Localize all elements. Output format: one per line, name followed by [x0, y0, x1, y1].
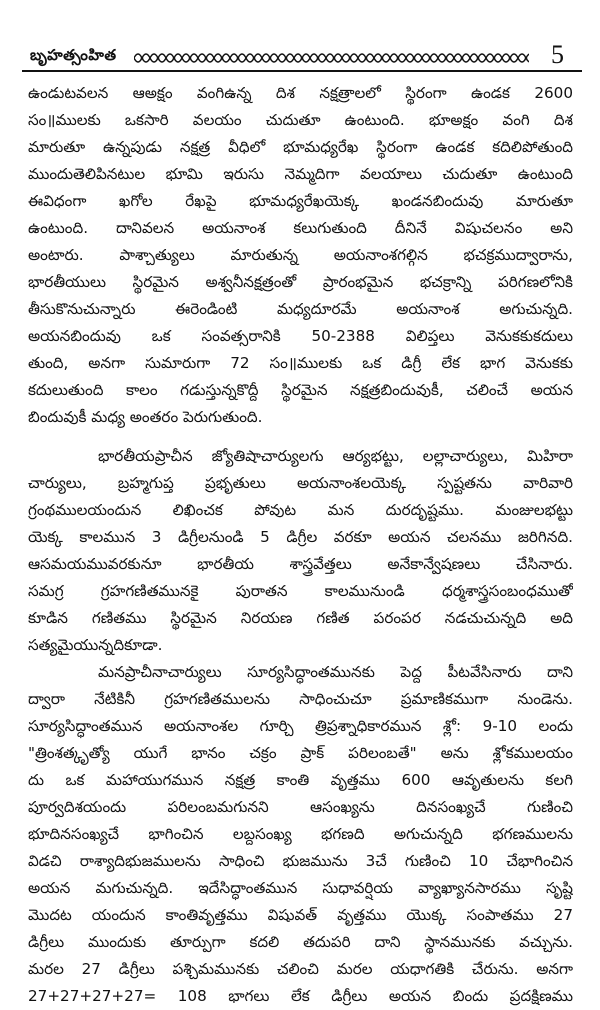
- text-line: అయన మగుచున్నది. ఇదేసిద్ధాంతమున సుధావర్షియ వ్యాఖ్యానసారము సృష్టి: [28, 879, 573, 897]
- text-line: గ్రంథములయందున లిఖించక పోవుట మన దురదృష్టము. మంజులభట్టు: [28, 501, 573, 519]
- text-line: మనప్రాచీనాచార్యులు సూర్యసిద్ధాంతమునకు పెద్ద పీటవేసినారు దాని: [98, 663, 573, 681]
- paragraph-2: [28, 443, 573, 659]
- text-line: మారుతూ ఉన్నపుడు నక్షత్ర వీధిలో భూమధ్యరేఖ స్థిరంగా ఉండక కదిలిపోతుంది: [28, 138, 573, 156]
- text-line: ఆసమయమువరకునూ భారతీయ శాస్త్రవేత్తలు అనేకాన్వేషణలు చేసినారు.: [28, 555, 573, 573]
- text-line: అంటారు. పాశ్చాత్యులు మారుతున్న అయనాంశగల్గిన భచక్రముద్వారాను,: [28, 246, 573, 264]
- text-line: పూర్వదిశయందు పరిలంబమగునని ఆసంఖ్యను దినసంఖ్యచే గుణించి: [28, 798, 573, 816]
- header-rule: [22, 70, 582, 72]
- decorative-border-ornament: [134, 50, 529, 66]
- text-line: ఉండుటవలన ఆఅక్షం వంగిఉన్న దిశ నక్షత్రాలలో స్థిరంగా ఉండక 2600: [28, 84, 573, 102]
- text-line: అయనబిందువు ఒక సంవత్సరానికి 50-2388 విలిప్తలు వెనుకకుకదులు: [28, 327, 573, 345]
- text-line: భారతీయప్రాచీన జ్యోతిషాచార్యులగు ఆర్యభట్టు, లల్లాచార్యులు, మిహిరా: [98, 447, 573, 465]
- text-line: మొదట యందున కాంతివృత్తము విషువత్ వృత్తము యొక్క సంపాతము 27: [28, 906, 573, 924]
- text-line: సూర్యసిద్ధాంతమున అయనాంశల గూర్చి త్రిప్రశ్నాధికారమున శ్లో: 9-10 లందు: [28, 717, 573, 735]
- text-line: భూదినసంఖ్యచే భాగించిన లబ్దసంఖ్య భగణది అగుచున్నది భగణములను: [28, 825, 573, 843]
- text-line: ముందుతెలిపినటుల భూమి ఇరుసు నెమ్మదిగా వలయాలు చుదుతూ ఉంటుంది: [28, 165, 573, 183]
- text-line: 27+27+27+27= 108 భాగలు లేక డిగ్రీలు అయన బిందు ప్రదక్షిణము: [28, 987, 573, 1005]
- text-line: డిగ్రీలు ముందుకు తూర్పుగా కదలి తదుపరి దాని స్థానమునకు వచ్చును.: [28, 933, 573, 951]
- page-header: [22, 40, 582, 74]
- text-line: కూడిన గణితము స్థిరమైన నిరయణ గణిత పరంపర నడచుచున్నది అది: [28, 609, 573, 627]
- running-title: బృహత్సంహిత: [30, 46, 117, 64]
- text-line: తుంది, అనగా సుమారుగా 72 సం॥ములకు ఒక డిగ్రీ లేక భాగ వెనుకకు: [28, 354, 573, 372]
- text-line: తీసుకొనుచున్నారు ఈరెండింటి మధ్యదూరమే అయనాంశ అగుచున్నది.: [28, 300, 573, 318]
- body-text: [28, 80, 573, 1010]
- text-line: విడచి రాశ్యాదిభుజములను సాధించి భుజమును 3చే గుణించి 10 చేభాగించిన: [28, 852, 573, 870]
- text-line: బిందువుకీ మధ్య అంతరం పెరుగుతుంది.: [28, 408, 263, 426]
- text-line: ఈవిధంగా ఖగోల రేఖపై భూమధ్యరేఖయెక్క ఖండనబిందువు మారుతూ: [28, 192, 573, 210]
- text-line: మరల 27 డిగ్రీలు పశ్చిమమునకు చలించి మరల యధాగతికి చేరును. అనగా: [28, 960, 573, 978]
- text-line: చార్యులు, బ్రహ్మగుప్త ప్రభృతులు అయనాంశలయెక్క స్పష్టతను వారివారి: [28, 474, 573, 492]
- text-line: ఉంటుంది. దానివలన అయనాంశ కలుగుతుంది దీనినే విషుచలనం అని: [28, 219, 573, 237]
- page-number: 5: [551, 40, 564, 69]
- paragraph-3: [28, 659, 573, 1010]
- text-line: సత్యమైయున్నదికూడా.: [28, 636, 163, 654]
- paragraph-1: [28, 80, 573, 431]
- text-line: ద్వారా నేటికినీ గ్రహగణితములను సాధించుచూ ప్రమాణికముగా నుండెను.: [28, 690, 573, 708]
- text-line: సమగ్ర గ్రహగణితమునకై పురాతన కాలమునుండి ధర్మశాస్త్రసంబంధముతో: [28, 582, 573, 600]
- paragraph-gap: [28, 431, 573, 443]
- text-line: కదులుతుంది కాలం గడుస్తున్నకొద్దీ స్థిరమైన నక్షత్రబిందువుకీ, చలించే అయన: [28, 381, 573, 399]
- text-line: "త్రింశత్కృత్యో యుగే భానం చక్రం ప్రాక్ పరిలంబతే" అను శ్లోకములయం: [28, 744, 573, 762]
- text-line: దు ఒక మహాయుగమున నక్షత్ర కాంతి వృత్తము 600 ఆవృతులను కలగి: [28, 771, 573, 789]
- text-line: సం॥ములకు ఒకసారి వలయం చుదుతూ ఉంటుంది. భూఅక్షం వంగి దిశ: [28, 111, 573, 129]
- text-line: భారతీయులు స్థిరమైన అశ్వనీనక్షత్రంతో ప్రారంభమైన భచక్రాన్ని పరిగణలోనికి: [28, 273, 573, 291]
- text-line: యెక్క కాలమున 3 డిగ్రీలనుండి 5 డిగ్రీల వరకూ అయన చలనము జరిగినది.: [28, 528, 573, 546]
